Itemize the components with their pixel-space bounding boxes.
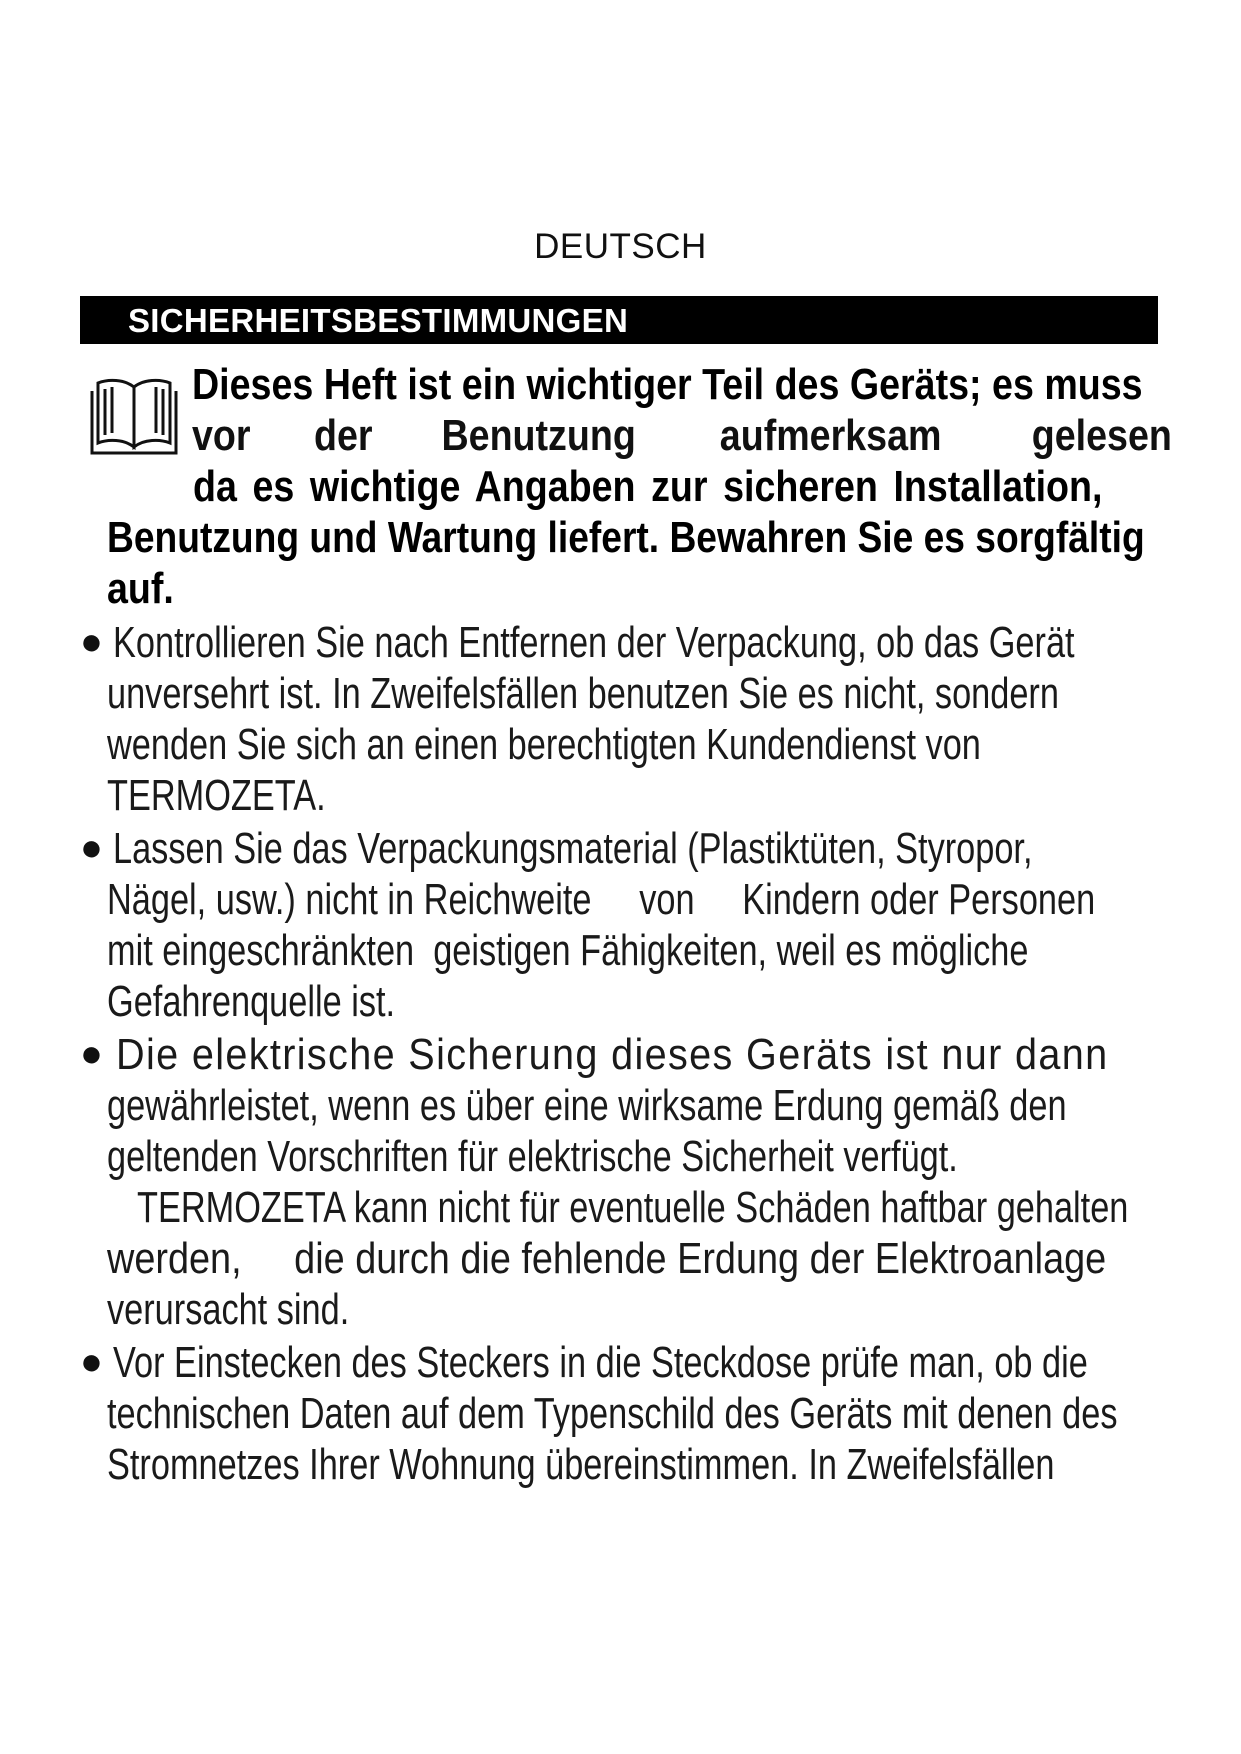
bullet-1-line-1: Kontrollieren Sie nach Entfernen der Verpackung, ob das Gerät [113, 618, 1075, 667]
bullet-2-line-2: Nägel, usw.) nicht in Reichweite von Kindern oder Personen [107, 875, 1096, 924]
bullet-4-line-3: Stromnetzes Ihrer Wohnung übereinstimmen. In Zweifelsfällen [107, 1440, 1055, 1489]
bullet-marker: ● [80, 621, 103, 663]
bullet-3-line-2: gewährleistet, wenn es über eine wirksame Erdung gemäß den [107, 1081, 1067, 1130]
intro-line-4: Benutzung und Wartung liefert. Bewahren Sie es sorgfältig [107, 513, 1145, 562]
intro-word: aufmerksam [719, 411, 942, 460]
intro-line-3: da es wichtige Angaben zur sicheren Installation, [193, 462, 1103, 511]
open-book-icon [88, 375, 180, 459]
language-label: DEUTSCH [534, 227, 707, 266]
bullet-1-line-4: TERMOZETA. [107, 771, 326, 820]
bullet-marker: ● [80, 1033, 103, 1075]
bullet-1-line-2: unversehrt ist. In Zweifelsfällen benutzen Sie es nicht, sondern [107, 669, 1059, 718]
intro-word: gelesen [1031, 411, 1172, 460]
bullet-3-line-3: geltenden Vorschriften für elektrische Sicherheit verfügt. [107, 1132, 958, 1181]
bullet-2-line-3: mit eingeschränkten geistigen Fähigkeiten, weil es mögliche [107, 926, 1029, 975]
bullet-marker: ● [80, 827, 103, 869]
section-banner [80, 296, 1158, 344]
bullet-1-line-3: wenden Sie sich an einen berechtigten Kundendienst von [107, 720, 981, 769]
intro-word: der [313, 411, 373, 460]
bullet-4-line-1: Vor Einstecken des Steckers in die Steckdose prüfe man, ob die [113, 1338, 1088, 1387]
bullet-3-line-6: verursacht sind. [107, 1285, 350, 1334]
bullet-3-line-1: Die elektrische Sicherung dieses Geräts ist nur dann [116, 1030, 1109, 1079]
bullet-2-line-4: Gefahrenquelle ist. [107, 977, 396, 1026]
bullet-4-line-2: technischen Daten auf dem Typenschild des Geräts mit denen des [107, 1389, 1118, 1438]
intro-line-2 [192, 410, 1172, 462]
intro-word: Benutzung [441, 411, 637, 460]
intro-line-1: Dieses Heft ist ein wichtiger Teil des Geräts; es muss [192, 360, 1143, 409]
bullet-marker: ● [80, 1341, 103, 1383]
bullet-3-line-4: TERMOZETA kann nicht für eventuelle Schäden haftbar gehalten [137, 1183, 1129, 1232]
bullet-2-line-1: Lassen Sie das Verpackungsmaterial (Plastiktüten, Styropor, [113, 824, 1033, 873]
intro-word: vor [192, 411, 251, 460]
bullet-3-line-5: werden, die durch die fehlende Erdung der Elektroanlage [107, 1234, 1107, 1283]
section-title: SICHERHEITSBESTIMMUNGEN [128, 302, 629, 339]
intro-line-5: auf. [107, 564, 174, 613]
